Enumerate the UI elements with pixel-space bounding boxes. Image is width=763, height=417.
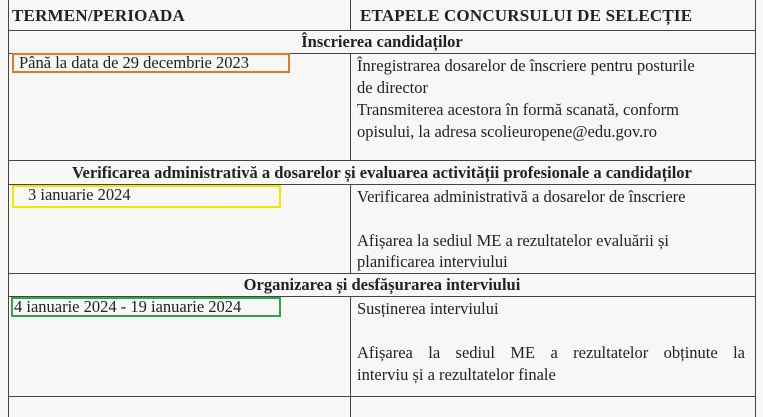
step-text: interviu și a rezultatelor finale [357, 365, 556, 384]
row-border [8, 160, 756, 161]
step-text: Afișarea la sediul ME a rezultatelor evaluării și [357, 231, 669, 250]
term-date: 4 ianuarie 2024 - 19 ianuarie 2024 [14, 297, 242, 316]
column-divider [350, 0, 351, 30]
step-text: de director [357, 78, 429, 97]
column-divider [350, 184, 351, 273]
table-border-left [8, 0, 9, 417]
step-text: Transmiterea acestora în formă scanată, conform [357, 100, 679, 119]
table-border-right [755, 0, 756, 417]
step-text: Afișarea la sediul ME a rezultatelor obținute la [357, 343, 745, 362]
step-text: planificarea interviului [357, 252, 508, 271]
step-text: Susținerea interviului [357, 299, 499, 318]
column-header-stages: ETAPELE CONCURSULUI DE SELECȚIE [360, 6, 693, 25]
step-text: opisului, la adresa scolieuropene@edu.gov.ro [357, 122, 658, 141]
row-border [8, 396, 756, 397]
term-date: 3 ianuarie 2024 [28, 185, 131, 204]
column-divider [350, 53, 351, 160]
section-title-verification: Verificarea administrativă a dosarelor și evaluarea activității profesionale a candidaților [72, 163, 692, 182]
column-header-term: TERMEN/PERIOADA [12, 6, 186, 25]
term-date: Până la data de 29 decembrie 2023 [19, 53, 249, 72]
column-divider [350, 296, 351, 417]
step-text: Înregistrarea dosarelor de înscriere pentru posturile [357, 56, 695, 75]
section-title-registration: Înscrierea candidaților [301, 32, 463, 51]
section-title-interview: Organizarea și desfășurarea interviului [243, 275, 521, 294]
step-text: Verificarea administrativă a dosarelor de înscriere [357, 187, 686, 206]
